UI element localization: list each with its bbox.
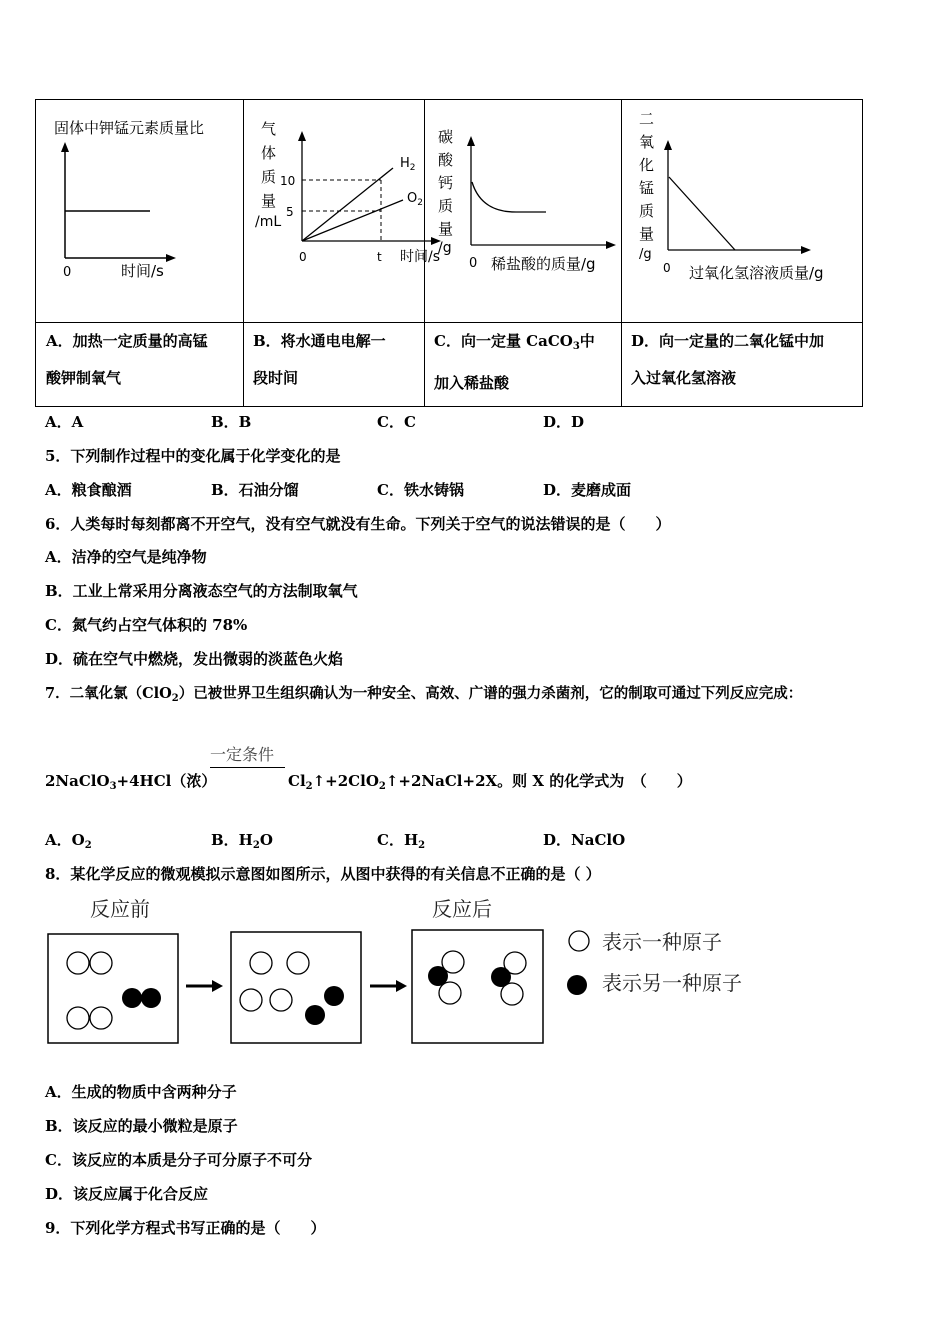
graph-b-ylabel-char: 气 — [261, 120, 277, 138]
white-atom — [439, 982, 461, 1004]
caption-b: B．将水通电电解一 段时间 — [253, 332, 386, 387]
q5-option-b[interactable]: B．石油分馏 — [211, 481, 299, 499]
legend-black-atom — [567, 975, 587, 995]
q4-option-c[interactable]: C．C — [377, 413, 416, 431]
graph-b — [243, 100, 441, 322]
graph-b-ylabel-char: 体 — [261, 144, 277, 162]
black-atom — [141, 988, 161, 1008]
y-axis-arrow — [664, 140, 672, 150]
q6-stem: 6．人类每时每刻都离不开空气，没有空气就没有生命。下列关于空气的说法错误的是（ ） — [45, 515, 671, 533]
caption-c: C．向一定量 CaCO$_3$中 加入稀盐酸 — [434, 332, 595, 392]
graph-c-xlabel: 稀盐酸的质量/g — [491, 255, 596, 273]
graph-b-tick-10: 10 — [280, 174, 296, 188]
graph-c-ylabel-char: 酸 — [438, 151, 454, 169]
graph-d-xlabel: 过氧化氢溶液质量/g — [689, 264, 824, 282]
q7-option-a[interactable]: A．$O_2$ — [45, 831, 92, 851]
graph-b-yunit: /mL — [255, 214, 282, 230]
arrow-head — [212, 980, 223, 992]
q8-option-b[interactable]: B．该反应的最小微粒是原子 — [45, 1117, 238, 1135]
q8-option-d[interactable]: D．该反应属于化合反应 — [45, 1185, 209, 1203]
graph-c-ylabel-char: 量 — [438, 220, 454, 238]
legend-white-atom — [569, 931, 589, 951]
white-atom — [270, 989, 292, 1011]
graph-c-ylabel-char: 碳 — [438, 128, 454, 146]
graph-d-ylabel-char: 质 — [639, 202, 655, 220]
q4-option-d[interactable]: D．D — [543, 413, 585, 431]
black-atom — [324, 986, 344, 1006]
q4-option-a[interactable]: A．A — [45, 413, 84, 431]
q5-stem: 5．下列制作过程中的变化属于化学变化的是 — [45, 447, 341, 465]
arrow-head — [396, 980, 407, 992]
y-axis-arrow — [61, 142, 69, 152]
equation-bar — [210, 767, 285, 768]
q8-option-a[interactable]: A．生成的物质中含两种分子 — [45, 1083, 237, 1101]
white-atom — [287, 952, 309, 974]
q6-option-b[interactable]: B．工业上常采用分离液态空气的方法制取氧气 — [45, 582, 358, 600]
white-atom — [250, 952, 272, 974]
graph-c-origin: 0 — [469, 256, 478, 271]
x-axis-arrow — [606, 241, 616, 249]
graph-c-yunit: /g — [438, 240, 452, 256]
x-axis-arrow — [166, 254, 176, 262]
reaction-diagram — [40, 890, 760, 1050]
y-axis-arrow — [298, 131, 306, 141]
white-atom — [67, 1007, 89, 1029]
white-atom — [90, 1007, 112, 1029]
graph-d-ylabel-char: 氧 — [639, 133, 655, 151]
black-atom — [491, 967, 511, 987]
q9-stem: 9．下列化学方程式书写正确的是（ ） — [45, 1219, 326, 1237]
graph-option-table — [35, 99, 863, 407]
black-atom — [305, 1005, 325, 1025]
data-line — [669, 177, 735, 250]
graph-a-origin: 0 — [63, 265, 72, 280]
q5-option-a[interactable]: A．粮食酿酒 — [45, 481, 132, 499]
q7-option-c[interactable]: C．$H_2$ — [377, 831, 426, 851]
graph-c-ylabel-char: 质 — [438, 197, 454, 215]
q5-option-c[interactable]: C．铁水铸锅 — [377, 481, 464, 499]
q7-equation-lhs: 2NaClO$_3$+4HCl（浓） — [45, 772, 217, 792]
h2-line — [302, 168, 393, 241]
q7-condition: 一定条件 — [210, 745, 275, 764]
graph-b-tick-5: 5 — [286, 205, 294, 219]
box-after — [412, 930, 543, 1043]
graph-a — [36, 100, 243, 322]
graph-b-o2-label: $O_2$ — [407, 191, 423, 208]
white-atom — [90, 952, 112, 974]
graph-b-ylabel-char: 量 — [261, 192, 277, 210]
graph-c-ylabel-char: 钙 — [438, 174, 454, 192]
graph-b-ylabel-char: 质 — [261, 168, 277, 186]
graph-a-xlabel: 时间/s — [121, 262, 164, 280]
q6-option-a[interactable]: A．洁净的空气是纯净物 — [45, 548, 207, 566]
graph-d-ylabel-char: 锰 — [639, 179, 655, 197]
graph-b-xt: t — [377, 250, 382, 264]
graph-b-origin: 0 — [299, 250, 307, 264]
q8-option-c[interactable]: C．该反应的本质是分子可分原子不可分 — [45, 1151, 312, 1169]
white-atom — [67, 952, 89, 974]
legend-2: 表示另一种原子 — [602, 971, 742, 995]
q7-option-b[interactable]: B．$H_2O$ — [211, 831, 273, 851]
q7-equation-rhs: $Cl_2↑+2ClO_2↑+2NaCl+2X$。则 X 的化学式为 （ ） — [288, 772, 692, 792]
box-middle — [231, 932, 361, 1043]
graph-d-yunit: /g — [639, 247, 652, 262]
data-curve — [472, 182, 546, 212]
graph-b-xlabel: 时间/s — [400, 249, 441, 265]
y-axis-arrow — [467, 136, 475, 146]
q7-option-d[interactable]: D．NaClO — [543, 831, 626, 849]
white-atom — [240, 989, 262, 1011]
graph-d-ylabel-char: 化 — [639, 156, 655, 174]
graph-b-h2-label: $H_2$ — [400, 156, 416, 173]
graph-d-ylabel-char: 量 — [639, 225, 655, 243]
x-axis-arrow — [801, 246, 811, 254]
graph-a-ylabel: 固体中钾锰元素质量比 — [54, 119, 205, 137]
q7-stem: 7．二氧化氯（ClO$_2$）已被世界卫生组织确认为一种安全、高效、广谱的强力杀菌剂，它的制取可通过下列反应完成： — [45, 685, 803, 704]
graph-d — [621, 100, 862, 322]
legend-1: 表示一种原子 — [602, 930, 722, 954]
graph-d-origin: 0 — [663, 261, 671, 275]
label-before: 反应前 — [90, 897, 150, 921]
caption-a: A．加热一定质量的高锰 酸钾制氧气 — [46, 332, 208, 387]
q5-option-d[interactable]: D．麦磨成面 — [543, 481, 632, 499]
caption-d: D．向一定量的二氧化锰中加 入过氧化氢溶液 — [631, 332, 825, 387]
black-atom — [428, 966, 448, 986]
q8-stem: 8．某化学反应的微观模拟示意图如图所示，从图中获得的有关信息不正确的是（ ） — [45, 865, 601, 883]
q4-option-b[interactable]: B．B — [211, 413, 252, 431]
o2-line — [302, 200, 403, 241]
q6-option-d[interactable]: D．硫在空气中燃烧，发出微弱的淡蓝色火焰 — [45, 650, 344, 668]
graph-c — [424, 100, 621, 322]
q6-option-c[interactable]: C．氮气约占空气体积的 78% — [45, 616, 248, 634]
label-after: 反应后 — [432, 897, 492, 921]
graph-d-ylabel-char: 二 — [639, 110, 655, 128]
box-before — [48, 934, 178, 1043]
black-atom — [122, 988, 142, 1008]
